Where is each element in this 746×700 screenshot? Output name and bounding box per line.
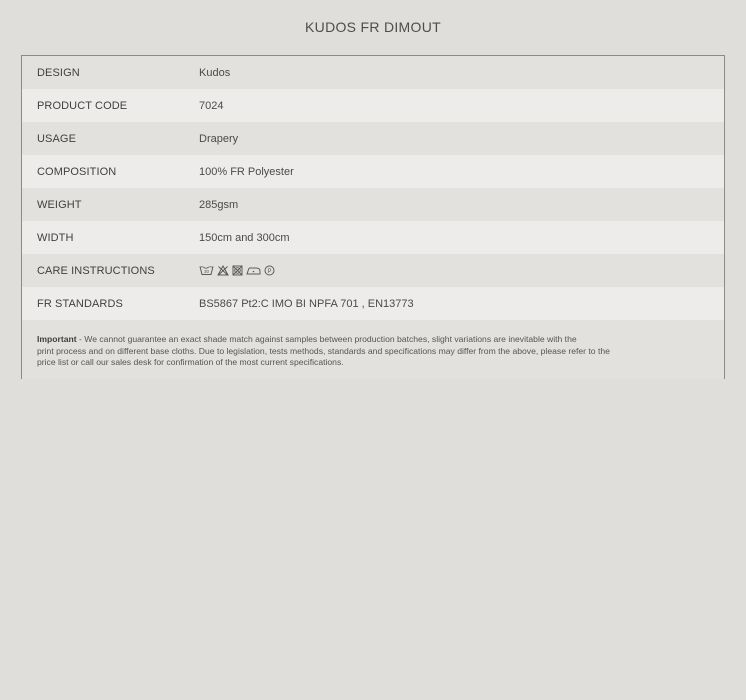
- row-label: DESIGN: [37, 66, 80, 79]
- iron-low-icon: [246, 265, 261, 276]
- row-care-instructions: [22, 254, 724, 287]
- no-bleach-icon: [217, 265, 229, 276]
- wash-30-icon: [199, 265, 214, 276]
- row-value: Drapery: [199, 132, 239, 145]
- row-composition: [22, 155, 724, 188]
- row-value: 150cm and 300cm: [199, 231, 290, 244]
- row-label: COMPOSITION: [37, 165, 117, 178]
- row-value: BS5867 Pt2:C IMO BI NPFA 701 , EN13773: [199, 297, 414, 310]
- no-tumble-dry-icon: [232, 265, 243, 276]
- svg-text:P: P: [267, 268, 272, 275]
- row-product-code: [22, 89, 724, 122]
- row-value: 7024: [199, 99, 224, 112]
- row-label: CARE INSTRUCTIONS: [37, 264, 155, 277]
- row-value: Kudos: [199, 66, 231, 79]
- page-title: KUDOS FR DIMOUT: [305, 19, 441, 35]
- svg-text:30: 30: [203, 269, 210, 274]
- notice-line-2: print process and on different base cloths. Due to legislation, tests methods, standards and specifications may differ from the above, please refer to the: [37, 345, 610, 356]
- care-icons: [199, 265, 275, 276]
- dry-clean-p-icon: [264, 265, 275, 276]
- row-value: 100% FR Polyester: [199, 165, 294, 178]
- row-weight: [22, 188, 724, 221]
- row-label: WEIGHT: [37, 198, 82, 211]
- important-notice: [22, 320, 724, 379]
- row-design: [22, 56, 724, 89]
- row-usage: [22, 122, 724, 155]
- spec-table: [21, 55, 725, 379]
- row-label: PRODUCT CODE: [37, 99, 128, 112]
- notice-line-1: [37, 334, 709, 346]
- notice-lead: Important: [37, 334, 77, 344]
- row-label: FR STANDARDS: [37, 297, 123, 310]
- row-width: [22, 221, 724, 254]
- row-value: 285gsm: [199, 198, 239, 211]
- row-label: WIDTH: [37, 231, 74, 244]
- notice-line-3: price list or call our sales desk for confirmation of the most current specifications.: [37, 357, 344, 367]
- notice-text-1: - We cannot guarantee an exact shade match against samples between production batches, slight variations are inevitable with the: [76, 334, 577, 344]
- row-label: USAGE: [37, 132, 77, 145]
- row-fr-standards: [22, 287, 724, 320]
